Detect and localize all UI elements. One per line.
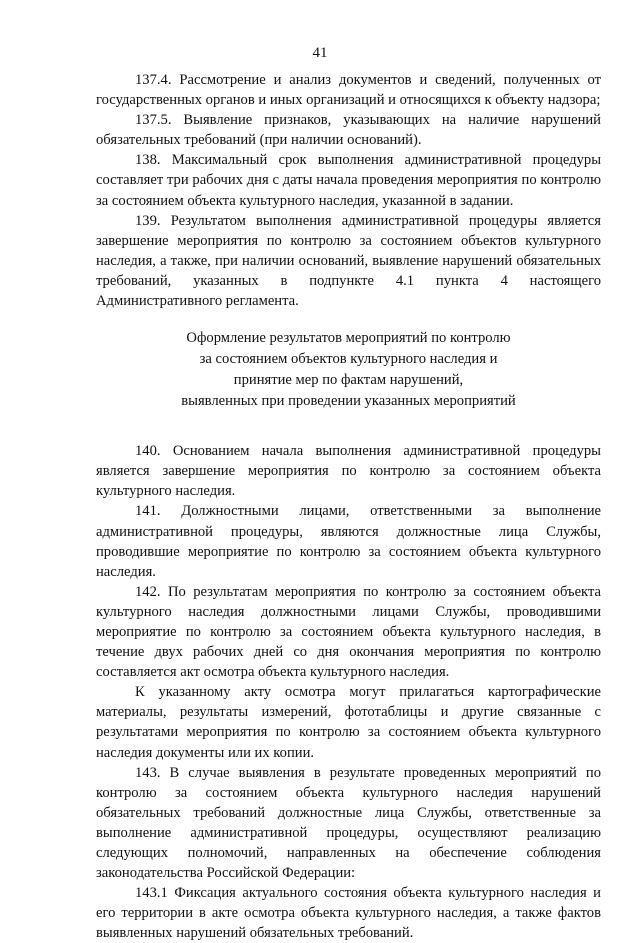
document-body	[96, 70, 601, 943]
paragraph-139: 139. Результатом выполнения административной процедуры является завершение мероприятия по контролю за состоянием объектов культурного наследия, а также, при наличии оснований, выявление нарушений обязательных требований, указанных в подпункте 4.1 пункта 4 настоящего Административного регламента.	[96, 212, 601, 310]
paragraph-142-attachments: К указанному акту осмотра могут прилагаться картографические материалы, результаты измерений, фототаблицы и другие связанные с результатами мероприятия по контролю за состоянием объекта культурного наследия документы или их копии.	[96, 684, 601, 761]
section-heading-line: Оформление результатов мероприятий по контролю	[186, 330, 511, 347]
paragraph-140: 140. Основанием начала выполнения административной процедуры является завершение мероприятия по контролю за состоянием объекта культурного наследия.	[96, 443, 601, 500]
paragraph-138: 138. Максимальный срок выполнения административной процедуры составляет три рабочих дня с даты начала проведения мероприятия по контролю за состоянием объекта культурного наследия, указанной в задании.	[96, 152, 601, 209]
page-number: 41	[312, 45, 328, 61]
section-heading-line: выявленных при проведении указанных мероприятий	[181, 393, 516, 410]
paragraph-143-1: 143.1 Фиксация актуального состояния объекта культурного наследия и его территории в акте осмотра объекта культурного наследия, а также фактов выявленных нарушений обязательных требований.	[96, 885, 601, 942]
paragraph-137-5: 137.5. Выявление признаков, указывающих на наличие нарушений обязательных требований (при наличии оснований).	[96, 112, 601, 149]
paragraph-137-4: 137.4. Рассмотрение и анализ документов и сведений, полученных от государственных органов и иных организаций и относящихся к объекту надзора;	[96, 72, 601, 109]
section-heading-line: принятие мер по фактам нарушений,	[233, 372, 464, 389]
paragraph-142: 142. По результатам мероприятия по контролю за состоянием объекта культурного наследия должностными лицами Службы, проводившими мероприятие по контролю за состоянием объекта культурного наследия, в течение двух рабочих дней со дня окончания мероприятия по контролю составляется акт осмотра объекта культурного наследия.	[96, 583, 601, 681]
section-heading-line: за состоянием объектов культурного наследия и	[199, 351, 498, 368]
paragraph-141: 141. Должностными лицами, ответственными за выполнение административной процедуры, являются должностные лица Службы, проводившие мероприятие по контролю за состоянием объекта культурного наследия.	[96, 503, 601, 580]
section-heading	[96, 328, 601, 412]
paragraph-143: 143. В случае выявления в результате проведенных мероприятий по контролю за состоянием объекта культурного наследия нарушений обязательных требований должностные лица Службы, ответственные за выполнение административной процедуры, осуществляют реализацию следующих полномочий, направленных на обеспечение соблюдения законодательства Российской Федерации:	[96, 764, 601, 882]
